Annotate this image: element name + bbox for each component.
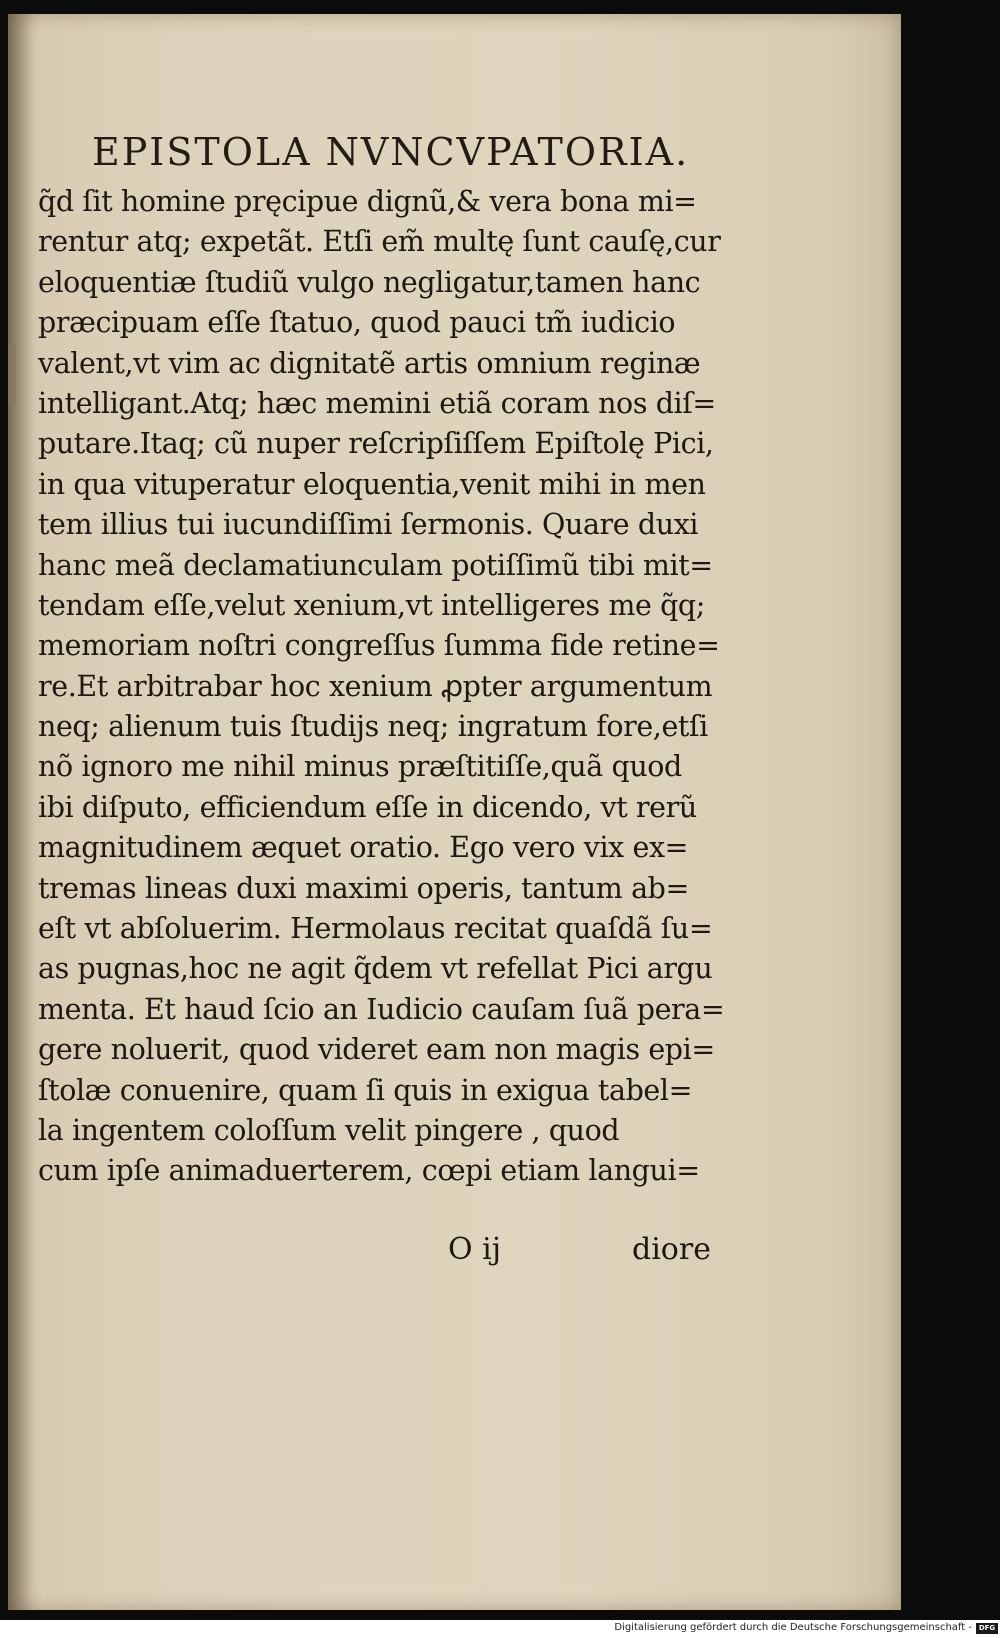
text-line: magnitudinem æquet oratio. Ego vero vix ex=	[38, 831, 689, 865]
text-line: as pugnas,hoc ne agit q̃dem vt refellat Pici argu	[38, 952, 713, 986]
text-line: hanc meã declamatiunculam potiſſimũ tibi mit=	[38, 548, 713, 582]
text-line: nõ ignoro me nihil minus præſtitiſſe,quã quod	[38, 750, 682, 784]
text-line: in qua vituperatur eloquentia,venit mihi in men	[38, 467, 706, 501]
signature-mark: O ij	[448, 1232, 502, 1267]
book-page	[8, 14, 901, 1610]
text-line: re.Et arbitrabar hoc xenium ꝓpter argumentum	[38, 669, 713, 703]
running-head: EPISTOLA NVNCVPATORIA.	[92, 130, 690, 174]
text-line: cum ipſe animaduerterem, cœpi etiam langui=	[38, 1154, 700, 1188]
text-line: tendam eſſe,velut xenium,vt intelligeres me q̃q;	[38, 588, 705, 622]
text-line: memoriam noſtri congreſſus ſumma fide retine=	[38, 629, 720, 663]
text-line: tem illius tui iucundiſſimi ſermonis. Quare duxi	[38, 508, 699, 542]
text-line: tremas lineas duxi maximi operis, tantum ab=	[38, 871, 689, 905]
gutter-shadow	[8, 14, 34, 1610]
page-stain	[8, 344, 16, 404]
funding-credit: Digitalisierung gefördert durch die Deutsche Forschungsgemeinschaft -	[614, 1622, 972, 1633]
text-line: ſtolæ conuenire, quam ſi quis in exigua tabel=	[38, 1073, 693, 1107]
text-line: neq; alienum tuis ſtudijs neq; ingratum fore,etſi	[38, 710, 708, 744]
text-line: ibi diſputo, efficiendum eſſe in dicendo, vt rerũ	[38, 790, 697, 824]
footer-bar	[0, 1620, 1000, 1638]
text-line: eloquentiæ ſtudiũ vulgo negligatur,tamen hanc	[38, 265, 701, 299]
dfg-logo: DFG	[976, 1623, 998, 1634]
text-line: præcipuam eſſe ſtatuo, quod pauci tm̃ iudicio	[38, 306, 676, 340]
text-line: eſt vt abſoluerim. Hermolaus recitat quaſdã ſu=	[38, 912, 713, 946]
text-line: putare.Itaq; cũ nuper reſcripſiſſem Epiſtolę Pici,	[38, 427, 714, 461]
body-text	[38, 182, 738, 1192]
text-line: intelligant.Atq; hæc memini etiã coram nos diſ=	[38, 386, 716, 420]
page-foot	[448, 1232, 748, 1272]
text-line: valent,vt vim ac dignitatẽ artis omnium reginæ	[38, 346, 701, 380]
text-line: la ingentem coloſſum velit pingere , quod	[38, 1113, 620, 1147]
catchword: diore	[632, 1232, 711, 1267]
text-line: rentur atq; expetãt. Etſi em̃ multę ſunt cauſę,cur	[38, 225, 721, 259]
text-line: menta. Et haud ſcio an Iudicio cauſam ſuã pera=	[38, 992, 725, 1026]
text-line: gere noluerit, quod videret eam non magis epi=	[38, 1033, 715, 1067]
text-line: q̃d ſit homine pręcipue dignũ,& vera bona mi=	[38, 185, 697, 218]
